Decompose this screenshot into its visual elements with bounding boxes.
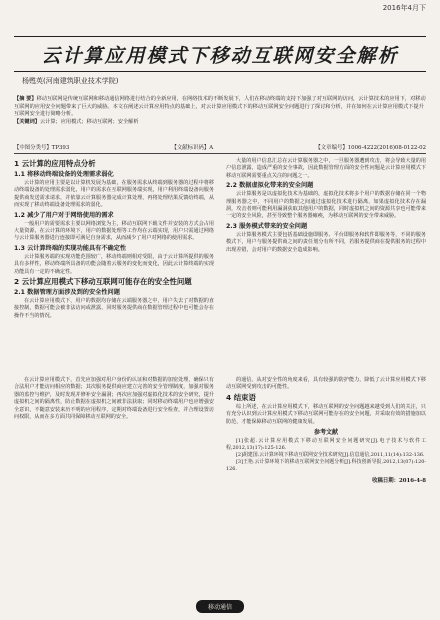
abstract-text: 移动互联网是传统互联网和移动通信网络进行结合的全新应用，在网络技术的不断发展下，人们在移动终端的支持下加强了对互联网的访问，云计算技术的应用下，对移动互联网的应用安全问题带来了巨大的威胁。本文在阐述云计算应用特点的基础上，对云计算应用模式下的移动互联网安全问题进行了探讨和分析，并在如何在云计算应用模式下提升互联网安全进行简略分析。: [14, 96, 426, 118]
bottom-left-column: [14, 377, 214, 421]
paragraph: 在云计算应用模式下，首先应加强对用户身份的认证和对数据的加密处理，确保只有合法用户才能访问相应的数据；其次服务提供商应建立完善的安全管理制度，加强对服务器的监控与维护，及时发现并修补安全漏洞；再次应加强对虚拟化技术的安全研究，提升虚拟机之间的隔离性，防止数据在虚拟机之间被非法获取；同时移动终端用户也应增强安全意识，不随意安装来历不明的应用程序，定期对终端设备进行安全检查，并合理设置访问权限，从而在多方面共同保障移动互联网的安全。: [14, 377, 214, 421]
running-header-date: 2016年4月下: [382, 4, 426, 12]
paragraph: 综上所述，在云计算应用模式下，移动互联网的安全问题越来越受到人们的关注，只有充分认识到云计算应用模式下移动互联网可能存在的安全问题，并采取有效的措施加以防范，才能保障移动互联网的健康发展。: [226, 403, 426, 425]
bottom-right-column: [226, 377, 426, 486]
paragraph: 大量的用户信息汇总在云计算服务器之中，一旦服务器遭到攻击，将会导致大量的用户信息泄露，造成严重的安全事故，因此数据管理方面的安全性问题是云计算应用模式下移动互联网需要重点关注的问题之一。: [226, 158, 426, 179]
subsection-heading: 1.3 云计算终端的实现功能具有不确定性: [14, 244, 127, 252]
paragraph: 一般用户的需要需求主要以网络浏览为主，移动互联网下载文件并安装的方式会占用大量资源，在云计算的环境下，用户的数据处理等工作均在云端实现，用户只需通过网络与云计算服务器进行连接即可满足自身需求，从而减少了用户对网络的使用需求。: [14, 220, 214, 242]
clc-number: 【中图分类号】TP393: [14, 145, 70, 151]
subsection-heading: 1.1 将移动终端设备的处理需求弱化: [14, 171, 114, 178]
paragraph: 云计算服务端的实现功能范围较广，移动终端则相对受限，由于云计算所提供的服务具有多样性，移动终端所具备的功能会随着云服务的变化而变化，因此云计算终端的实现功能具有一定的不确定性。: [14, 253, 214, 275]
paper-title: 云计算应用模式下移动互联网安全解析: [41, 44, 399, 67]
subsection-heading: 2.1 数据管理方面涉及到的安全性问题: [14, 289, 120, 297]
keywords: [14, 119, 426, 127]
paragraph: 的通信，从对安全性的角度来看，具有较强的防护能力，降低了云计算应用模式下移动互联网受到攻击的可能性。: [226, 377, 426, 391]
abstract-label: 【摘 要】: [14, 96, 37, 102]
reference-item: [2]胡建国.云计算环境下移动互联网安全技术研究[J].信息通信,2011,11(14):132-136.: [236, 452, 425, 459]
article-number: 【文章编号】1006-4222(2016)08-0122-02: [315, 145, 426, 151]
keywords-text: 云计算；应用模式；移动互联网；安全解析: [39, 118, 139, 125]
abstract-block: [14, 96, 426, 126]
document-code: 【文献标识码】A: [171, 145, 214, 151]
title-box: [14, 36, 426, 72]
paragraph: 云计算服务模式主要包括基础设施即服务、平台即服务和软件即服务等，不同的服务模式下，用户与服务提供商之间的责任划分有所不同，若服务提供商在提供服务的过程中出现差错，会对用户的数据安全造成影响。: [226, 231, 426, 253]
author-line: 杨甦英(河南建筑职业技术学院): [22, 77, 119, 85]
journal-logo: 移动通信: [196, 600, 244, 613]
subsection-heading: 2.2 数据虚拟化带来的安全问题: [226, 182, 314, 190]
keywords-label: 【关键词】: [14, 118, 40, 125]
section-heading: 1 云计算的应用特点分析: [14, 159, 96, 168]
subsection-heading: 1.2 减少了用户对于网络使用的需求: [14, 211, 114, 219]
references-title: 参考文献: [313, 429, 338, 437]
abstract: [14, 96, 426, 119]
section-heading: 4 结束语: [226, 392, 256, 402]
received-date: 收稿日期：2016-4-8: [372, 478, 426, 485]
paragraph: 云计算的应用主要是以计算机发展为基础，在服务需求从终端到服务器的过程中将移动终端设备的处理需求弱化，用户的需求在互联网服务端实现，用户利用终端设备向服务提供商发送需求请求，并依靠云计算服务器完成计算处理，再将处理结果反馈给终端，从而实现了移动终端设备处理需求的弱化。: [14, 180, 214, 209]
section-heading: 2 云计算应用模式下移动互联网可能存在的安全性问题: [14, 277, 192, 287]
subsection-heading: 2.3 服务模式带来的安全问题: [226, 222, 308, 230]
reference-item: [3]王艳.云计算环境下的移动互联网安全问题分析[J].科技创新导报,2012,13(07):120-126.: [226, 458, 426, 472]
paragraph: 云计算服务是以虚拟化技术为基础的，虚拟化技术将多个用户的数据存储在同一个物理服务器之中，不同用户的数据之间通过虚拟化技术进行隔离，如果虚拟化技术存在漏洞，攻击者则可能利用漏洞获取其他用户的数据，同时虚拟机之间的资源共享也可能带来一定的安全风险，甚至导致整个服务器瘫痪，为移动互联网的安全带来威胁。: [226, 191, 426, 220]
reference-item: [1]张超.云计算应用模式下移动互联网安全问题研究[J].电子技术与软件工程,2012,13(17):125-126.: [226, 438, 426, 452]
paragraph: 在云计算应用模式下，用户的数据均存储在云端服务器之中，用户失去了对数据的直接控制，数据可能会被非法访问或泄露，同时服务提供商在数据管理过程中也可能会存在操作不当的情况。: [14, 298, 214, 319]
right-column: [226, 158, 426, 255]
left-column: [14, 158, 214, 321]
classification-row: [14, 143, 426, 154]
